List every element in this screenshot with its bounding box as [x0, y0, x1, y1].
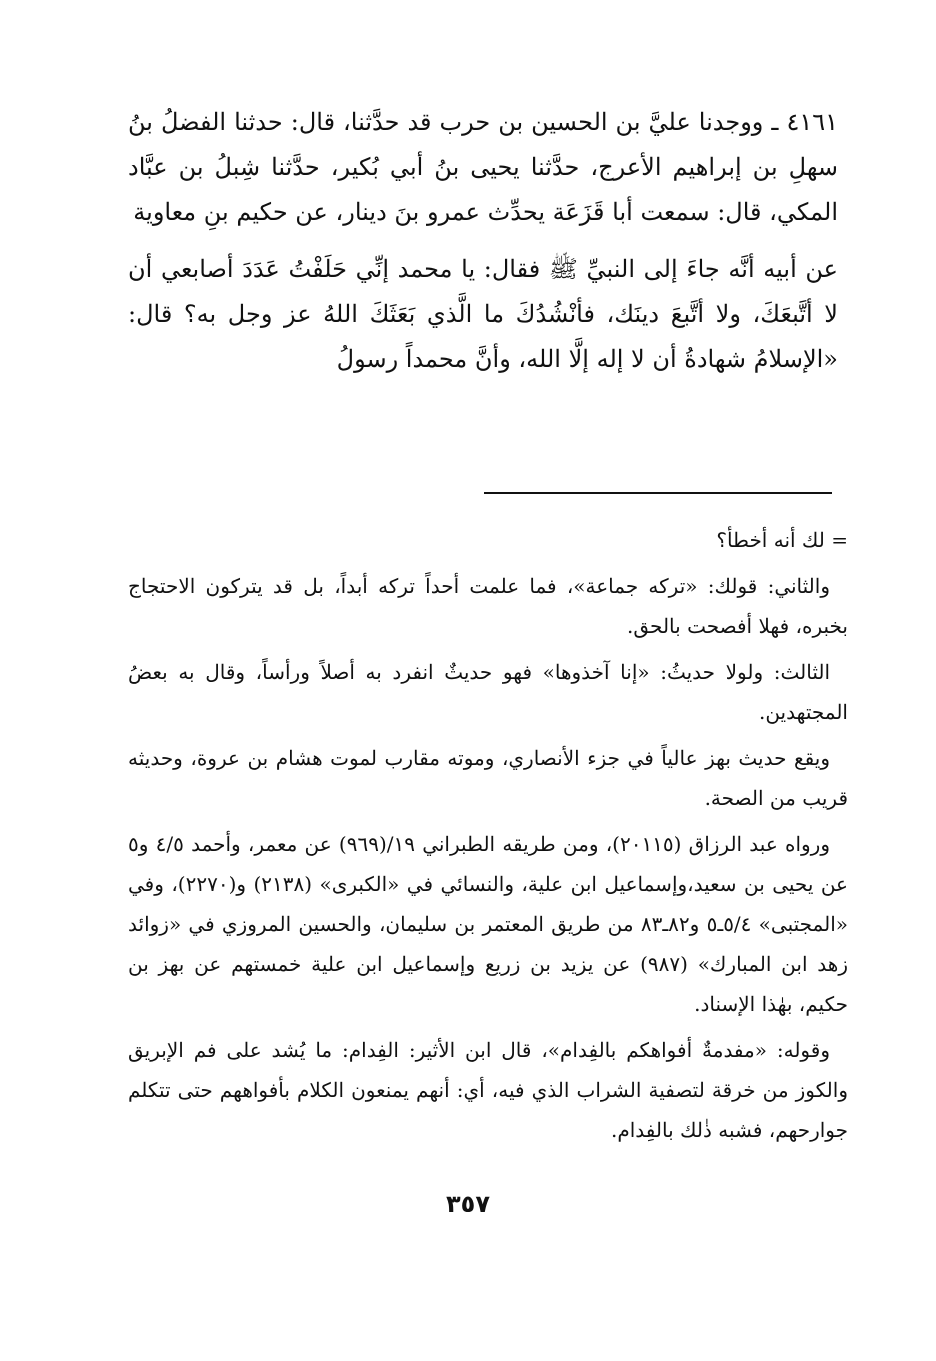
main-text	[128, 100, 838, 394]
footnote-paragraph: والثاني: قولك: «تركه جماعة»، فما علمت أحداً تركه أبداً، بل قد يتركون الاحتجاج بخبره، فهلا أفصحت بالحق.	[128, 574, 848, 638]
footnote-paragraph: الثالث: ولولا حديثُ: «إنا آخذوها» فهو حديثٌ انفرد به أصلاً ورأساً، وقال به بعضُ المجتهدين.	[128, 660, 848, 724]
footnote-paragraph: ورواه عبد الرزاق (٢٠١١٥)، ومن طريقه الطبراني ١٩/(٩٦٩) عن معمر، وأحمد ٤/٥ و٥ عن يحيى بن سعيد،وإسماعيل ابن علية، والنسائي في «الكبرى» (٢١٣٨) و(٢٢٧٠)، وفي «المجتبى» ٥/٤ـ٥ و٨٢ـ٨٣ من طريق المعتمر بن سليمان، والحسين المروزي في «زوائد زهد ابن المبارك» (٩٨٧) عن يزيد بن زريع وإسماعيل ابن علية خمستهم عن بهز بن حكيم، بهٰذا الإسناد.	[128, 832, 849, 1016]
footnote-continuation: = لك أنه أخطأ؟	[716, 528, 848, 552]
hadith-isnad: ٤١٦١ ـ ووجدنا عليَّ بن الحسين بن حرب قد حدَّثنا، قال: حدثنا الفضلُ بنُ سهلِ بن إبراهيم الأعرج، حدَّثنا يحيى بنُ أبي بُكير، حدَّثنا شِبلُ بن عبَّاد المكي، قال: سمعت أبا قَزَعَة يحدِّث عمرو بنَ دينار، عن حكيم بنِ معاوية	[128, 108, 838, 226]
hadith-matn: عن أبيه أنَّه جاءَ إلى النبيِّ ﷺ فقال: يا محمد إنِّي حَلَفْتُ عَدَدَ أصابعي أن لا أتَّبعَكَ، ولا أتَّبعَ دينَك، فأنْشُدُكَ ما الَّذي بَعَثَكَ اللهُ عز وجل به؟ قال: «الإسلامُ شهادةُ أن لا إله إلَّا الله، وأنَّ محمداً رسولُ	[128, 255, 838, 373]
footnote-paragraph: ويقع حديث بهز عالياً في جزء الأنصاري، وموته مقارب لموت هشام بن عروة، وحديثه قريب من الصحة.	[128, 746, 848, 810]
page-number: ٣٥٧	[446, 1190, 490, 1218]
footnotes	[128, 520, 848, 1156]
footnote-paragraph: وقوله: «مفدمةٌ أفواهكم بالفِدام»، قال ابن الأثير: الفِدام: ما يُشد على فم الإبريق والكوز من خرقة لتصفية الشراب الذي فيه، أي: أنهم يمنعون الكلام بأفواههم حتى تتكلم جوارحهم، فشبه ذٰلك بالفِدام.	[128, 1038, 848, 1142]
footnote-divider	[484, 492, 832, 494]
